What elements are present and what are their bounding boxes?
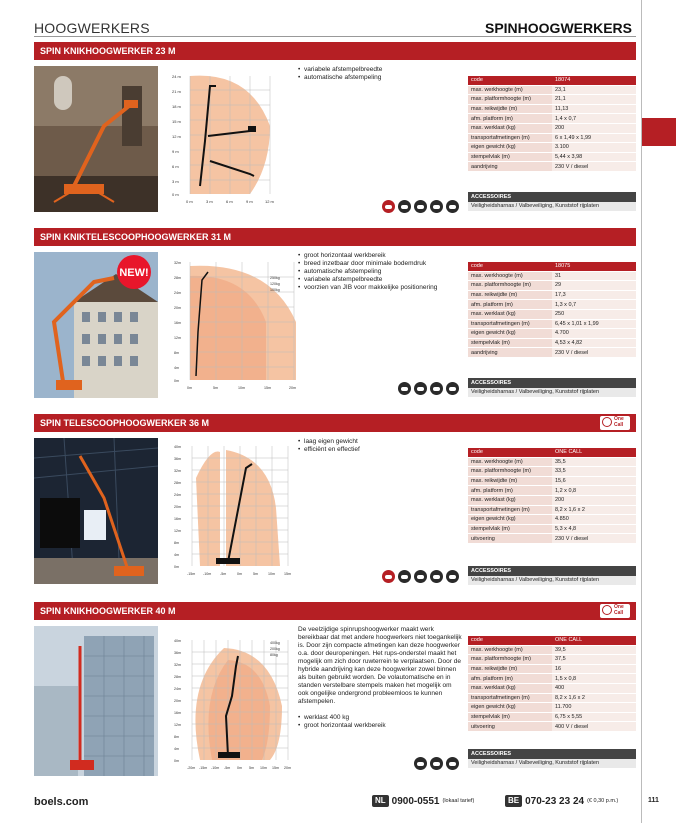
y-tick: 20m — [174, 699, 181, 703]
x-tick: 10m — [238, 386, 245, 390]
spec-label: eigen gewicht (kg) — [468, 515, 552, 525]
y-tick: 9 m — [172, 149, 179, 154]
spec-value: 29 — [552, 281, 636, 291]
spec-value: 1,2 x 0,8 — [552, 486, 636, 496]
phone-number-nl: 0900-0551 — [391, 795, 440, 807]
terrain-icon — [430, 757, 443, 770]
country-code-nl: NL — [372, 795, 389, 807]
y-tick: 12m — [174, 529, 181, 533]
product-photo — [34, 252, 158, 398]
harness-icon — [446, 570, 459, 583]
section-title-bar — [34, 414, 636, 432]
spec-value: 6,45 x 1,01 x 1,99 — [552, 319, 636, 329]
spec-value: 15,6 — [552, 476, 636, 486]
spec-value: 200 — [552, 123, 636, 133]
spec-label: code — [468, 262, 552, 271]
spec-label: max. platformhoogte (m) — [468, 95, 552, 105]
y-tick: 24m — [174, 291, 181, 295]
spec-label: max. werkhoogte (m) — [468, 85, 552, 95]
working-range-diagram — [170, 438, 310, 578]
badge-icon — [382, 200, 395, 213]
one-call-text: One Call — [614, 604, 624, 616]
product-description — [298, 626, 462, 730]
spec-value: 1,3 x 0,7 — [552, 300, 636, 310]
spec-table — [468, 636, 636, 732]
site-url[interactable]: boels.com — [34, 796, 89, 808]
accessories-box — [468, 566, 636, 585]
accessories-text: Veiligheidsharnas / Valbeveiliging, Kunststof rijplaten — [468, 759, 636, 768]
spec-value: 200 — [552, 495, 636, 505]
phone-nl — [372, 795, 474, 807]
feature-list — [298, 252, 466, 292]
x-tick: -5m — [220, 572, 227, 576]
country-code-be: BE — [505, 795, 522, 807]
spec-value: 230 V / diesel — [552, 534, 636, 544]
new-badge: NEW! — [119, 267, 149, 279]
spec-code: 18074 — [552, 76, 636, 85]
y-tick: 28m — [174, 276, 181, 280]
spec-label: afm. platform (m) — [468, 486, 552, 496]
y-tick: 0m — [174, 565, 179, 569]
y-tick: 12m — [174, 336, 181, 340]
platform-icon — [398, 382, 411, 395]
spec-value: 5,44 x 3,98 — [552, 152, 636, 162]
terrain-icon — [414, 200, 427, 213]
feature-item: • groot horizontaal werkbereik — [298, 252, 466, 260]
x-tick: 3 m — [206, 199, 213, 204]
x-tick: 20m — [289, 386, 296, 390]
y-tick: 0 m — [172, 192, 179, 197]
helmet-icon — [430, 200, 443, 213]
y-tick: 40m — [174, 639, 181, 643]
spec-label: max. platformhoogte (m) — [468, 467, 552, 477]
spec-label: max. reikwijdte (m) — [468, 104, 552, 114]
spec-table — [468, 76, 636, 172]
feature-item: • variabele afstempelbreedte — [298, 276, 466, 284]
y-tick: 24m — [174, 687, 181, 691]
working-range-diagram — [170, 66, 310, 206]
feature-item: • automatische afstempeling — [298, 74, 466, 82]
y-tick: 18 m — [172, 104, 181, 109]
y-tick: 4m — [174, 366, 179, 370]
spec-label: code — [468, 76, 552, 85]
page-number: 111 — [648, 797, 659, 804]
working-range-diagram — [170, 626, 310, 772]
terrain-icon — [414, 382, 427, 395]
platform-icon — [398, 200, 411, 213]
load-label: 100kg — [270, 288, 280, 292]
spec-label: afm. platform (m) — [468, 300, 552, 310]
x-tick: 10m — [268, 572, 275, 576]
x-tick: 15m — [264, 386, 271, 390]
phone-number-be: 070-23 23 24 — [525, 795, 585, 807]
spec-value: 250 — [552, 309, 636, 319]
description-text: De veelzijdige spinrupshoogwerker maakt werk bereikbaar dat met andere hoogwerkers niet toegankelijk is. Door zijn compacte afmetingen kan deze hoogwerker o.a. door deuropeningen. Het rups-onderstel maakt het mogelijk om zich door ruwterrein te verplaatsen. Door de hybride aandrijving kan deze hoogwerker zowel binnen als buiten gebruikt worden. De volautomatische en in standen verstelbare stempels maken het mogelijk om ook ongelijke ondergrond probleemloos te kunnen afstempelen. — [298, 626, 462, 705]
chapter-tab — [642, 118, 676, 146]
y-tick: 4m — [174, 553, 179, 557]
y-tick: 4m — [174, 747, 179, 751]
spec-label: max. werkhoogte (m) — [468, 645, 552, 655]
spec-code: 18075 — [552, 262, 636, 271]
feature-item: • groot horizontaal werkbereik — [298, 722, 466, 730]
accessories-heading: ACCESSOIRES — [468, 378, 636, 388]
spec-value: 23,1 — [552, 85, 636, 95]
working-range-diagram — [170, 252, 310, 392]
spec-value: 17,3 — [552, 290, 636, 300]
spec-value: 33,5 — [552, 467, 636, 477]
spec-label: max. reikwijdte (m) — [468, 290, 552, 300]
spec-code: ONE CALL — [552, 448, 636, 457]
spec-label: stempelvlak (m) — [468, 338, 552, 348]
y-tick: 36m — [174, 651, 181, 655]
spec-code: ONE CALL — [552, 636, 636, 645]
spec-label: max. platformhoogte (m) — [468, 655, 552, 665]
x-tick: -10m — [203, 572, 212, 576]
accessories-box — [468, 192, 636, 211]
x-tick: 0m — [237, 572, 242, 576]
spec-value: 37,5 — [552, 655, 636, 665]
product-photo — [34, 438, 158, 584]
section-title: SPIN KNIKHOOGWERKER 23 M — [40, 46, 176, 56]
one-call-logo — [600, 416, 630, 430]
y-tick: 16m — [174, 517, 181, 521]
helmet-icon — [446, 757, 459, 770]
spec-label: eigen gewicht (kg) — [468, 703, 552, 713]
y-tick: 21 m — [172, 89, 181, 94]
spec-value: 39,5 — [552, 645, 636, 655]
product-section — [34, 42, 636, 222]
y-tick: 28m — [174, 481, 181, 485]
y-tick: 15 m — [172, 119, 181, 124]
phone-note-nl: (lokaal tarief) — [442, 798, 475, 804]
spec-label: code — [468, 448, 552, 457]
y-tick: 32m — [174, 469, 181, 473]
feature-icons — [382, 200, 459, 213]
x-tick: -10m — [211, 766, 220, 770]
one-call-text: One Call — [614, 416, 624, 428]
y-tick: 6 m — [172, 164, 179, 169]
spec-value: 230 V / diesel — [552, 348, 636, 358]
spec-label: afm. platform (m) — [468, 674, 552, 684]
load-label: 80kg — [270, 653, 278, 657]
badge-icon — [382, 570, 395, 583]
harness-icon — [446, 200, 459, 213]
y-tick: 40m — [174, 445, 181, 449]
spec-label: stempelvlak (m) — [468, 524, 552, 534]
x-tick: 12 m — [265, 199, 274, 204]
spec-table — [468, 448, 636, 544]
y-tick: 20m — [174, 306, 181, 310]
header-rule — [34, 36, 636, 37]
section-title: SPIN TELESCOOPHOOGWERKER 36 M — [40, 418, 210, 428]
accessories-text: Veiligheidsharnas / Valbeveiliging, Kunststof rijplaten — [468, 388, 636, 397]
accessories-heading: ACCESSOIRES — [468, 566, 636, 576]
x-tick: 9 m — [246, 199, 253, 204]
feature-item: • laag eigen gewicht — [298, 438, 466, 446]
section-title: SPIN KNIKTELESCOOPHOOGWERKER 31 M — [40, 232, 232, 242]
x-tick: 20m — [284, 766, 291, 770]
spec-label: max. werklast (kg) — [468, 309, 552, 319]
spec-label: transportafmetingen (m) — [468, 693, 552, 703]
spec-value: 31 — [552, 271, 636, 281]
platform-icon — [414, 757, 427, 770]
spec-value: 4,53 x 4,82 — [552, 338, 636, 348]
load-label: 400kg — [270, 641, 280, 645]
x-tick: 0m — [187, 386, 192, 390]
spec-label: transportafmetingen (m) — [468, 319, 552, 329]
helmet-icon — [430, 570, 443, 583]
x-tick: 5m — [253, 572, 258, 576]
spec-value: 8,2 x 1,6 x 2 — [552, 693, 636, 703]
y-tick: 32m — [174, 663, 181, 667]
spec-label: max. platformhoogte (m) — [468, 281, 552, 291]
spec-label: aandrijving — [468, 162, 552, 172]
spec-value: 1,4 x 0,7 — [552, 114, 636, 124]
spec-value: 4.850 — [552, 515, 636, 525]
spec-label: stempelvlak (m) — [468, 712, 552, 722]
feature-item: • breed inzetbaar door minimale bodemdruk — [298, 260, 466, 268]
product-section — [34, 228, 636, 406]
y-tick: 24 m — [172, 74, 181, 79]
x-tick: 10m — [260, 766, 267, 770]
spec-label: stempelvlak (m) — [468, 152, 552, 162]
x-tick: -5m — [224, 766, 231, 770]
x-tick: 5m — [213, 386, 218, 390]
spec-value: 21,1 — [552, 95, 636, 105]
feature-item: • werklast 400 kg — [298, 714, 466, 722]
load-label: 250kg — [270, 276, 280, 280]
spec-label: eigen gewicht (kg) — [468, 143, 552, 153]
product-photo — [34, 66, 158, 212]
x-tick: 5m — [249, 766, 254, 770]
section-title: SPIN KNIKHOOGWERKER 40 M — [40, 606, 176, 616]
y-tick: 16m — [174, 321, 181, 325]
section-title-bar — [34, 228, 636, 246]
feature-item: • variabele afstempelbreedte — [298, 66, 466, 74]
y-tick: 36m — [174, 457, 181, 461]
load-label: 120kg — [270, 282, 280, 286]
phone-note-be: (€ 0,30 p.m.) — [587, 798, 619, 804]
spec-label: max. werkhoogte (m) — [468, 457, 552, 467]
feature-list — [298, 66, 466, 82]
product-section — [34, 414, 636, 594]
spec-label: afm. platform (m) — [468, 114, 552, 124]
feature-item: • automatische afstempeling — [298, 268, 466, 276]
spec-label: max. reikwijdte (m) — [468, 476, 552, 486]
accessories-box — [468, 749, 636, 768]
y-tick: 12 m — [172, 134, 181, 139]
spec-value: 400 V / diesel — [552, 722, 636, 732]
feature-icons — [398, 382, 459, 395]
spec-label: eigen gewicht (kg) — [468, 329, 552, 339]
page-header-section: SPINHOOGWERKERS — [484, 20, 632, 36]
y-tick: 8m — [174, 351, 179, 355]
spec-label: max. werkhoogte (m) — [468, 271, 552, 281]
x-tick: 15m — [284, 572, 291, 576]
spec-label: aandrijving — [468, 348, 552, 358]
spec-label: max. werklast (kg) — [468, 683, 552, 693]
y-tick: 28m — [174, 675, 181, 679]
helmet-icon — [430, 382, 443, 395]
section-title-bar — [34, 602, 636, 620]
spec-value: 16 — [552, 664, 636, 674]
spec-value: 6,75 x 5,55 — [552, 712, 636, 722]
accessories-text: Veiligheidsharnas / Valbeveiliging, Kunststof rijplaten — [468, 576, 636, 585]
feature-icons — [414, 757, 459, 770]
spec-label: uitvoering — [468, 722, 552, 732]
spec-value: 400 — [552, 683, 636, 693]
spec-label: code — [468, 636, 552, 645]
platform-icon — [398, 570, 411, 583]
spec-label: max. reikwijdte (m) — [468, 664, 552, 674]
spec-value: 8,2 x 1,6 x 2 — [552, 505, 636, 515]
spec-value: 5,3 x 4,8 — [552, 524, 636, 534]
product-section — [34, 602, 636, 782]
y-tick: 3 m — [172, 179, 179, 184]
spec-value: 4.700 — [552, 329, 636, 339]
spec-value: 1,5 x 0,8 — [552, 674, 636, 684]
product-photo — [34, 626, 158, 776]
harness-icon — [446, 382, 459, 395]
accessories-heading: ACCESSOIRES — [468, 749, 636, 759]
spec-label: max. werklast (kg) — [468, 123, 552, 133]
x-tick: -15m — [199, 766, 208, 770]
accessories-heading: ACCESSOIRES — [468, 192, 636, 202]
y-tick: 8m — [174, 541, 179, 545]
x-tick: 6 m — [226, 199, 233, 204]
load-label: 200kg — [270, 647, 280, 651]
spec-value: 3.100 — [552, 143, 636, 153]
x-tick: 0 m — [186, 199, 193, 204]
spec-value: 11,13 — [552, 104, 636, 114]
x-tick: 0m — [237, 766, 242, 770]
spec-label: transportafmetingen (m) — [468, 505, 552, 515]
x-tick: -20m — [187, 766, 196, 770]
feature-item: • voorzien van JIB voor makkelijke positionering — [298, 284, 466, 292]
accessories-text: Veiligheidsharnas / Valbeveiliging, Kunststof rijplaten — [468, 202, 636, 211]
y-tick: 16m — [174, 711, 181, 715]
spec-table — [468, 262, 636, 358]
spec-label: uitvoering — [468, 534, 552, 544]
y-tick: 8m — [174, 735, 179, 739]
y-tick: 20m — [174, 505, 181, 509]
y-tick: 0m — [174, 379, 179, 383]
y-tick: 12m — [174, 723, 181, 727]
y-tick: 32m — [174, 261, 181, 265]
phone-be — [505, 795, 618, 807]
x-tick: 15m — [272, 766, 279, 770]
spec-label: transportafmetingen (m) — [468, 133, 552, 143]
terrain-icon — [414, 570, 427, 583]
spec-value: 230 V / diesel — [552, 162, 636, 172]
accessories-box — [468, 378, 636, 397]
spec-value: 35,5 — [552, 457, 636, 467]
feature-list — [298, 438, 466, 454]
feature-item: • efficiënt en effectief — [298, 446, 466, 454]
x-tick: -15m — [187, 572, 196, 576]
page-header-category: HOOGWERKERS — [34, 20, 150, 36]
y-tick: 24m — [174, 493, 181, 497]
spec-value: 6 x 1,49 x 1,99 — [552, 133, 636, 143]
spec-value: 11.700 — [552, 703, 636, 713]
spec-label: max. werklast (kg) — [468, 495, 552, 505]
one-call-logo — [600, 604, 630, 618]
section-title-bar — [34, 42, 636, 60]
y-tick: 0m — [174, 759, 179, 763]
feature-icons — [382, 570, 459, 583]
feature-list — [298, 714, 466, 730]
